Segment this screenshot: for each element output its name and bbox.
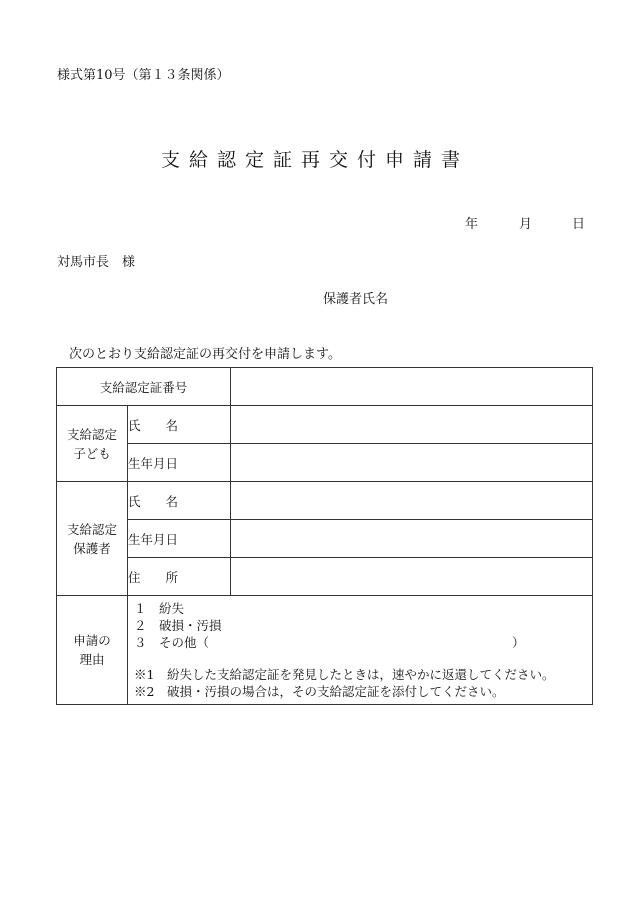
note-2: ※2 破損・汚損の場合は，その支給認定証を添付してください。 — [134, 684, 505, 699]
guardian-name-label: 保護者氏名 — [323, 292, 389, 307]
table-row — [57, 368, 593, 406]
cert-number-field[interactable] — [231, 368, 593, 406]
reason-lost[interactable]: １ 紛失 — [134, 601, 185, 616]
child-group-label-line1: 支給認定 — [66, 426, 117, 442]
guardian-address-field[interactable] — [231, 558, 593, 596]
reason-other-label: ３ その他（ — [134, 635, 210, 650]
note-1: ※1 紛失した支給認定証を発見したときは，速やかに返還してください。 — [134, 667, 555, 682]
guardian-name-field[interactable] — [231, 482, 593, 520]
guardian-group-label-line2: 保護者 — [73, 540, 111, 556]
application-table — [56, 367, 593, 705]
guardian-birthdate-label: 生年月日 — [128, 520, 231, 558]
reason-other-close: ） — [512, 635, 525, 650]
child-birthdate-label: 生年月日 — [128, 444, 231, 482]
table-row — [57, 558, 593, 596]
child-name-label: 氏 名 — [128, 406, 231, 444]
reason-group-label — [57, 596, 128, 705]
guardian-address-label: 住 所 — [128, 558, 231, 596]
reason-group-label-line2: 理由 — [79, 652, 105, 667]
guardian-birthdate-field[interactable] — [231, 520, 593, 558]
form-number: 様式第10号（第１３条関係） — [57, 68, 230, 83]
cert-number-label: 支給認定証番号 — [57, 368, 231, 406]
child-group-label-line2: 子ども — [73, 445, 111, 461]
table-row — [57, 520, 593, 558]
date-year-label: 年 — [465, 217, 479, 232]
guardian-group-label-line1: 支給認定 — [66, 521, 117, 537]
date-day-label: 日 — [572, 217, 586, 232]
table-row — [57, 482, 593, 520]
reason-cell — [128, 596, 593, 705]
reason-damaged[interactable]: ２ 破損・汚損 — [134, 618, 222, 633]
guardian-name-row-label: 氏 名 — [128, 482, 231, 520]
guardian-group-label — [57, 482, 128, 596]
intro-text: 次のとおり支給認定証の再交付を申請します。 — [69, 347, 341, 362]
table-row — [57, 406, 593, 444]
reason-other[interactable] — [134, 634, 586, 651]
page-title: 支給認定証再交付申請書 — [160, 149, 469, 171]
reason-group-label-line1: 申請の — [73, 633, 111, 648]
addressee: 対馬市長 様 — [57, 255, 136, 270]
child-birthdate-field[interactable] — [231, 444, 593, 482]
child-name-field[interactable] — [231, 406, 593, 444]
table-row — [57, 596, 593, 705]
table-row — [57, 444, 593, 482]
child-group-label — [57, 406, 128, 482]
date-month-label: 月 — [519, 217, 533, 232]
